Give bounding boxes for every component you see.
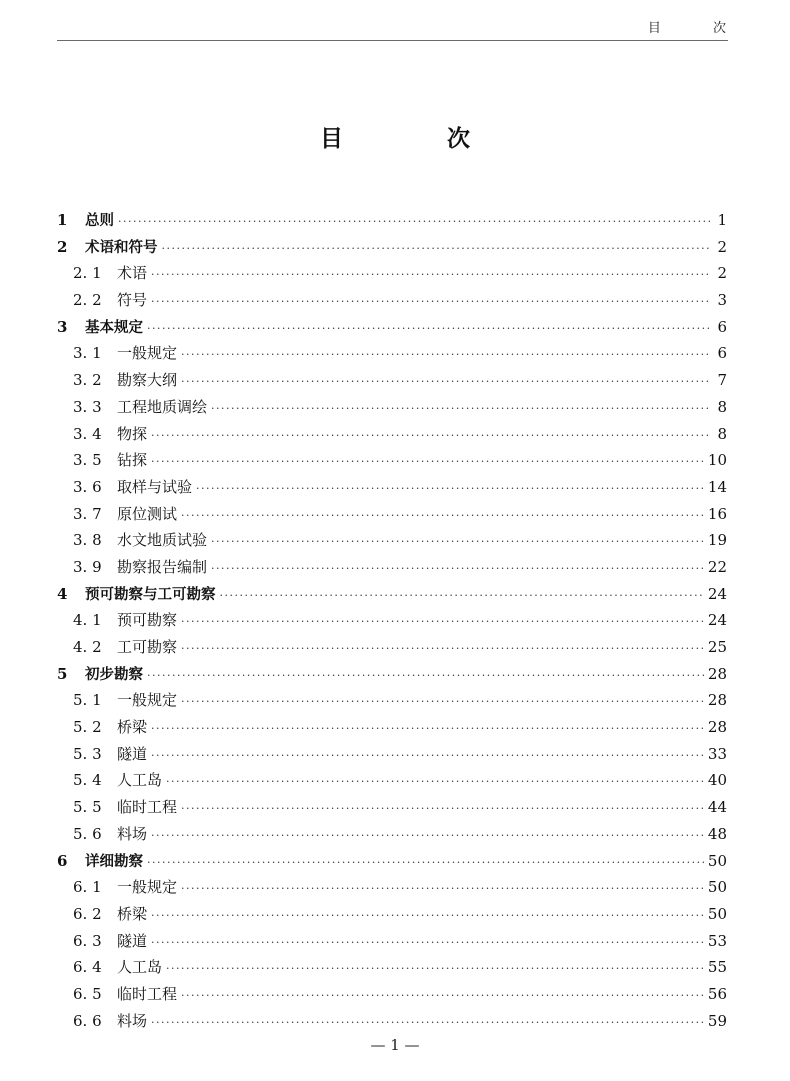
toc-entry-label: 初步勘察 [85,666,143,683]
toc-entry-number: 5. 6 [73,824,102,843]
toc-entry-label: 隧道 [117,931,148,950]
toc-entry-label: 基本规定 [85,319,143,336]
toc-entry-number: 6. 5 [73,984,102,1003]
toc-entry-page: 1 [717,211,727,229]
toc-dot-leader [151,716,704,743]
toc-entry-page: 33 [707,744,727,763]
toc-entry-number: 3 [57,317,68,336]
toc-entry-number: 3. 5 [73,451,102,470]
toc-section-entry[interactable] [57,821,727,848]
toc-entry-label: 原位测试 [117,504,178,523]
toc-dot-leader [151,449,704,476]
toc-entry-number: 1 [57,211,68,229]
toc-entry-label: 人工岛 [117,771,163,790]
toc-entry-page: 53 [707,931,727,950]
toc-entry-number: 4. 1 [73,611,102,630]
toc-dot-leader [151,262,711,289]
toc-entry-page: 50 [707,904,727,923]
toc-entry-label: 预可勘察与工可勘察 [85,586,216,603]
toc-chapter-entry[interactable] [57,661,727,688]
toc-entry-label: 料场 [117,1011,148,1030]
toc-entry-number: 5. 2 [73,718,102,737]
toc-entry-number: 6. 1 [73,878,102,897]
toc-entry-page: 44 [707,798,727,817]
toc-dot-leader [181,876,704,903]
toc-entry-page: 56 [707,984,727,1003]
toc-entry-page: 40 [707,771,727,790]
toc-entry-page: 8 [717,424,727,443]
toc-entry-label: 人工岛 [117,958,163,977]
toc-entry-page: 14 [707,477,727,496]
toc-section-entry[interactable] [57,634,727,661]
toc-section-entry[interactable] [57,394,727,421]
toc-entry-number: 3. 4 [73,424,102,443]
toc-dot-leader [162,236,712,263]
toc-section-entry[interactable] [57,447,727,474]
toc-entry-page: 19 [707,531,727,550]
toc-section-entry[interactable] [57,741,727,768]
toc-entry-label: 一般规定 [117,344,178,363]
toc-entry-label: 一般规定 [117,878,178,897]
toc-section-entry[interactable] [57,714,727,741]
toc-dot-leader [181,796,704,823]
toc-dot-leader [220,583,704,610]
toc-chapter-entry[interactable] [57,207,727,234]
toc-entry-number: 2. 2 [73,291,102,310]
toc-dot-leader [147,316,711,343]
toc-entry-page: 59 [707,1011,727,1030]
toc-section-entry[interactable] [57,901,727,928]
toc-chapter-entry[interactable] [57,314,727,341]
toc-entry-number: 5. 3 [73,744,102,763]
toc-entry-number: 3. 2 [73,371,102,390]
toc-dot-leader [181,609,704,636]
toc-entry-number: 3. 3 [73,397,102,416]
toc-entry-page: 48 [707,824,727,843]
toc-entry-page: 24 [707,584,727,603]
page-title: 目 次 [319,126,518,152]
toc-dot-leader [181,689,704,716]
toc-entry-label: 勘察报告编制 [117,557,208,576]
toc-entry-label: 临时工程 [117,798,178,817]
toc-entry-page: 16 [707,504,727,523]
toc-entry-number: 5. 4 [73,771,102,790]
toc-entry-label: 料场 [117,824,148,843]
toc-entry-label: 水文地质试验 [117,531,208,550]
toc-entry-label: 勘察大纲 [117,371,178,390]
toc-chapter-entry[interactable] [57,848,727,875]
toc-entry-page: 50 [707,878,727,897]
toc-chapter-entry[interactable] [57,581,727,608]
toc-section-entry[interactable] [57,287,727,314]
toc-entry-label: 工可勘察 [117,638,178,656]
toc-section-entry[interactable] [57,767,727,794]
toc-entry-label: 工程地质调绘 [117,397,208,416]
toc-dot-leader [181,369,711,396]
toc-entry-label: 取样与试验 [117,477,193,496]
toc-section-entry[interactable] [57,607,727,634]
running-header [57,14,750,41]
toc-dot-leader [151,903,704,930]
toc-entry-page: 2 [717,264,727,283]
toc-entry-label: 总则 [85,213,114,229]
toc-entry-page: 2 [717,237,727,256]
toc-dot-leader [151,930,704,957]
toc-entry-page: 6 [717,317,727,336]
toc-dot-leader [196,476,704,503]
toc-section-entry[interactable] [57,367,727,394]
toc-entry-number: 5 [57,664,68,683]
toc-entry-label: 术语 [117,264,148,283]
toc-chapter-entry[interactable] [57,234,727,261]
toc-entry-page: 3 [717,291,727,310]
toc-section-entry[interactable] [57,687,727,714]
toc-entry-page: 22 [707,557,727,576]
toc-section-entry[interactable] [57,421,727,448]
toc-entry-label: 预可勘察 [117,611,178,630]
toc-dot-leader [181,503,704,530]
toc-section-entry[interactable] [57,794,727,821]
toc-section-entry[interactable] [57,474,727,501]
toc-entry-number: 6. 3 [73,931,102,950]
toc-dot-leader [166,956,704,983]
toc-entry-page: 24 [707,611,727,630]
toc-dot-leader [151,289,711,316]
toc-entry-label: 一般规定 [117,691,178,710]
toc-section-entry[interactable] [57,874,727,901]
toc-dot-leader [118,209,711,236]
toc-dot-leader [151,1010,704,1037]
toc-section-entry[interactable] [57,527,727,554]
toc-dot-leader [147,850,704,877]
toc-entry-label: 钻探 [117,451,148,470]
toc-entry-page: 28 [707,691,727,710]
toc-dot-leader [181,342,711,369]
toc-entry-page: 28 [707,718,727,737]
toc-section-entry[interactable] [57,981,727,1008]
toc-entry-label: 隧道 [117,744,148,763]
toc-section-entry[interactable] [57,928,727,955]
toc-entry-page: 25 [707,638,727,656]
toc-entry-number: 6. 4 [73,958,102,977]
toc-entry-number: 6. 2 [73,904,102,923]
toc-section-entry[interactable] [57,340,727,367]
toc-section-entry[interactable] [57,260,727,287]
toc-section-entry[interactable] [57,501,727,528]
toc-dot-leader [211,556,704,583]
toc-dot-leader [211,396,711,423]
toc-entry-number: 2 [57,237,68,256]
toc-entry-label: 符号 [117,291,148,310]
toc-entry-page: 55 [707,958,727,977]
toc-entry-page: 7 [717,371,727,390]
toc-entry-label: 临时工程 [117,984,178,1003]
toc-entry-page: 8 [717,397,727,416]
toc-dot-leader [181,983,704,1010]
toc-dot-leader [151,423,711,450]
toc-section-entry[interactable] [57,554,727,581]
toc-dot-leader [151,743,704,770]
toc-dot-leader [181,636,704,663]
toc-entry-page: 50 [707,851,727,870]
toc-entry-page: 6 [717,344,727,363]
toc-entry-page: 28 [707,664,727,683]
toc-entry-number: 4 [57,584,68,603]
toc-entry-number: 2. 1 [73,264,102,283]
toc-entry-page: 10 [707,451,727,470]
toc-section-entry[interactable] [57,954,727,981]
toc-entry-number: 6. 6 [73,1011,102,1030]
toc-entry-label: 详细勘察 [85,853,143,870]
toc-entry-number: 5. 1 [73,691,102,710]
toc-entry-number: 5. 5 [73,798,102,817]
toc-entry-label: 桥梁 [117,718,148,737]
toc-dot-leader [151,823,704,850]
toc-section-entry[interactable] [57,1008,727,1035]
toc-entry-label: 术语和符号 [85,239,158,256]
toc-entry-number: 4. 2 [73,638,102,656]
toc-entry-number: 3. 9 [73,557,102,576]
toc-entry-label: 物探 [117,424,148,443]
toc-dot-leader [211,529,704,556]
running-header-title: 目 次 [647,21,750,36]
toc-dot-leader [166,769,704,796]
toc-dot-leader [147,663,704,690]
toc-entry-number: 3. 1 [73,344,102,363]
toc-entry-number: 6 [57,851,68,870]
table-of-contents [57,207,727,1034]
toc-entry-label: 桥梁 [117,904,148,923]
toc-entry-number: 3. 7 [73,504,102,523]
toc-entry-number: 3. 6 [73,477,102,496]
toc-entry-number: 3. 8 [73,531,102,550]
page-number: — 1 — [370,1036,420,1054]
